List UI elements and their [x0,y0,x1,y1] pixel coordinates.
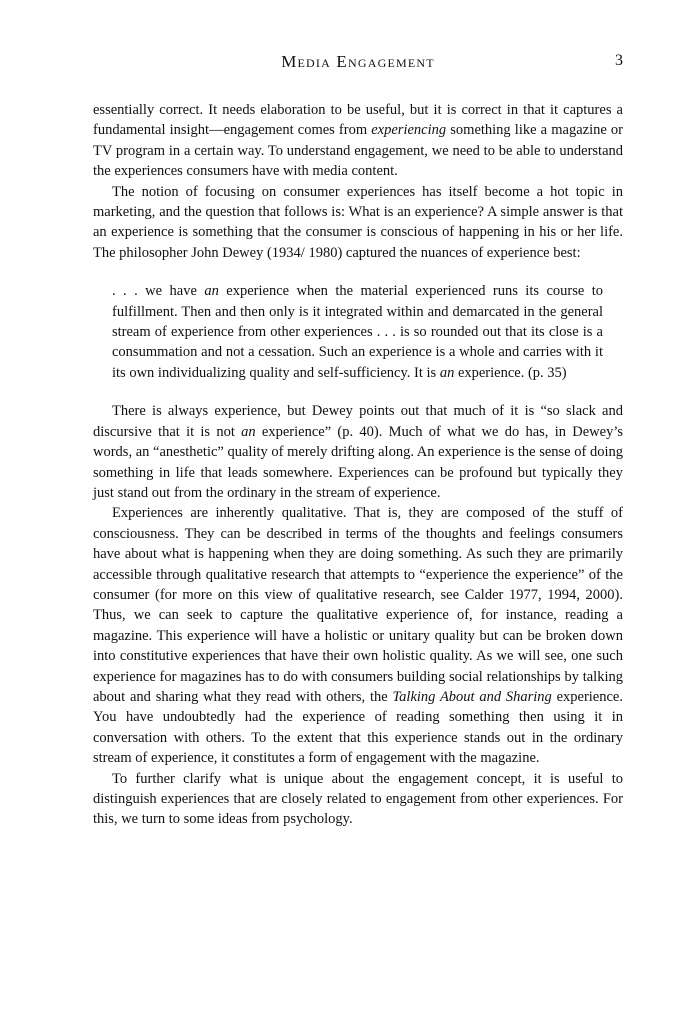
text-run: There is always experience, but Dewey points out that much of it is “so slack and discursive that it is not [93,403,623,440]
italic-text: an [439,364,455,381]
running-title: Media Engagement [281,52,435,71]
paragraph-2 [93,182,623,264]
text-run: The notion of focusing on consumer experiences has itself become a hot topic in marketing, and the question that follows is: What is an experience? A simple answer is that an experience is something that the consumer is conscious of happening in his or her life. The philosopher John Dewey (1934/ 1980) captured the nuances of experience best: [93,183,623,261]
text-run: . . . we have [112,283,205,300]
paragraph-4 [93,503,623,768]
text-run: Experiences are inherently qualitative. That is, they are composed of the stuff of consciousness. They can be described in terms of the thoughts and feelings consumers have about what is happening when they are doing something. As such they are primarily accessible through qualitative research that attempts to “experience the experience” of the consumer (for more on this view of qualitative research, see Calder 1977, 1994, 2000). Thus, we can seek to capture the qualitative experience of, for instance, reading a magazine. This experience will have a holistic or unitary quality but can be broken down into constitutive experiences that have their own holistic quality. As we will see, one such experience for magazines has to do with consumers building social relationships by talking about and sharing what they read with others, the [93,505,623,705]
paragraph-3 [93,401,623,503]
italic-text: an [204,283,219,300]
italic-text: Talking About and Sharing [392,688,552,705]
italic-text: experiencing [371,122,447,139]
body-text [93,100,623,830]
italic-text: an [241,423,256,440]
text-run: experience. (p. 35) [454,364,567,381]
text-run: experience when the material experienced runs its course to fulfillment. Then and then only is it integrated within and demarcated in the general stream of experience from other experiences . . . is so rounded out that its close is a consummation and not a cessation. Such an experience is a whole and carries with it its own individualizing quality and self-sufficiency. It is [112,283,603,381]
block-quote-dewey [112,281,603,383]
paragraph-1 [93,100,623,182]
text-run: experience. You have undoubtedly had the experience of reading something then using it in conversation with others. To the extent that this experience stands out in the ordinary stream of experience, it constitutes a form of engagement with the magazine. [93,688,623,767]
page-number: 3 [615,52,623,69]
running-head [93,52,623,76]
text-run: essentially correct. It needs elaboration to be useful, but it is correct in that it captures a fundamental insight—engagement comes from [93,102,623,139]
text-run: experience” (p. 40). Much of what we do has, in Dewey’s words, an “anesthetic” quality of merely drifting along. An experience is the sense of doing something in life that leads somewhere. Experiences can be profound but typically they just stand out from the ordinary in the stream of experience. [93,423,623,501]
paragraph-5 [93,769,623,830]
text-run: something like a magazine or TV program in a certain way. To understand engagement, we need to be able to understand the experiences consumers have with media content. [93,122,623,180]
text-run: To further clarify what is unique about the engagement concept, it is useful to distinguish experiences that are closely related to engagement from other experiences. For this, we turn to some ideas from psychology. [93,770,623,828]
